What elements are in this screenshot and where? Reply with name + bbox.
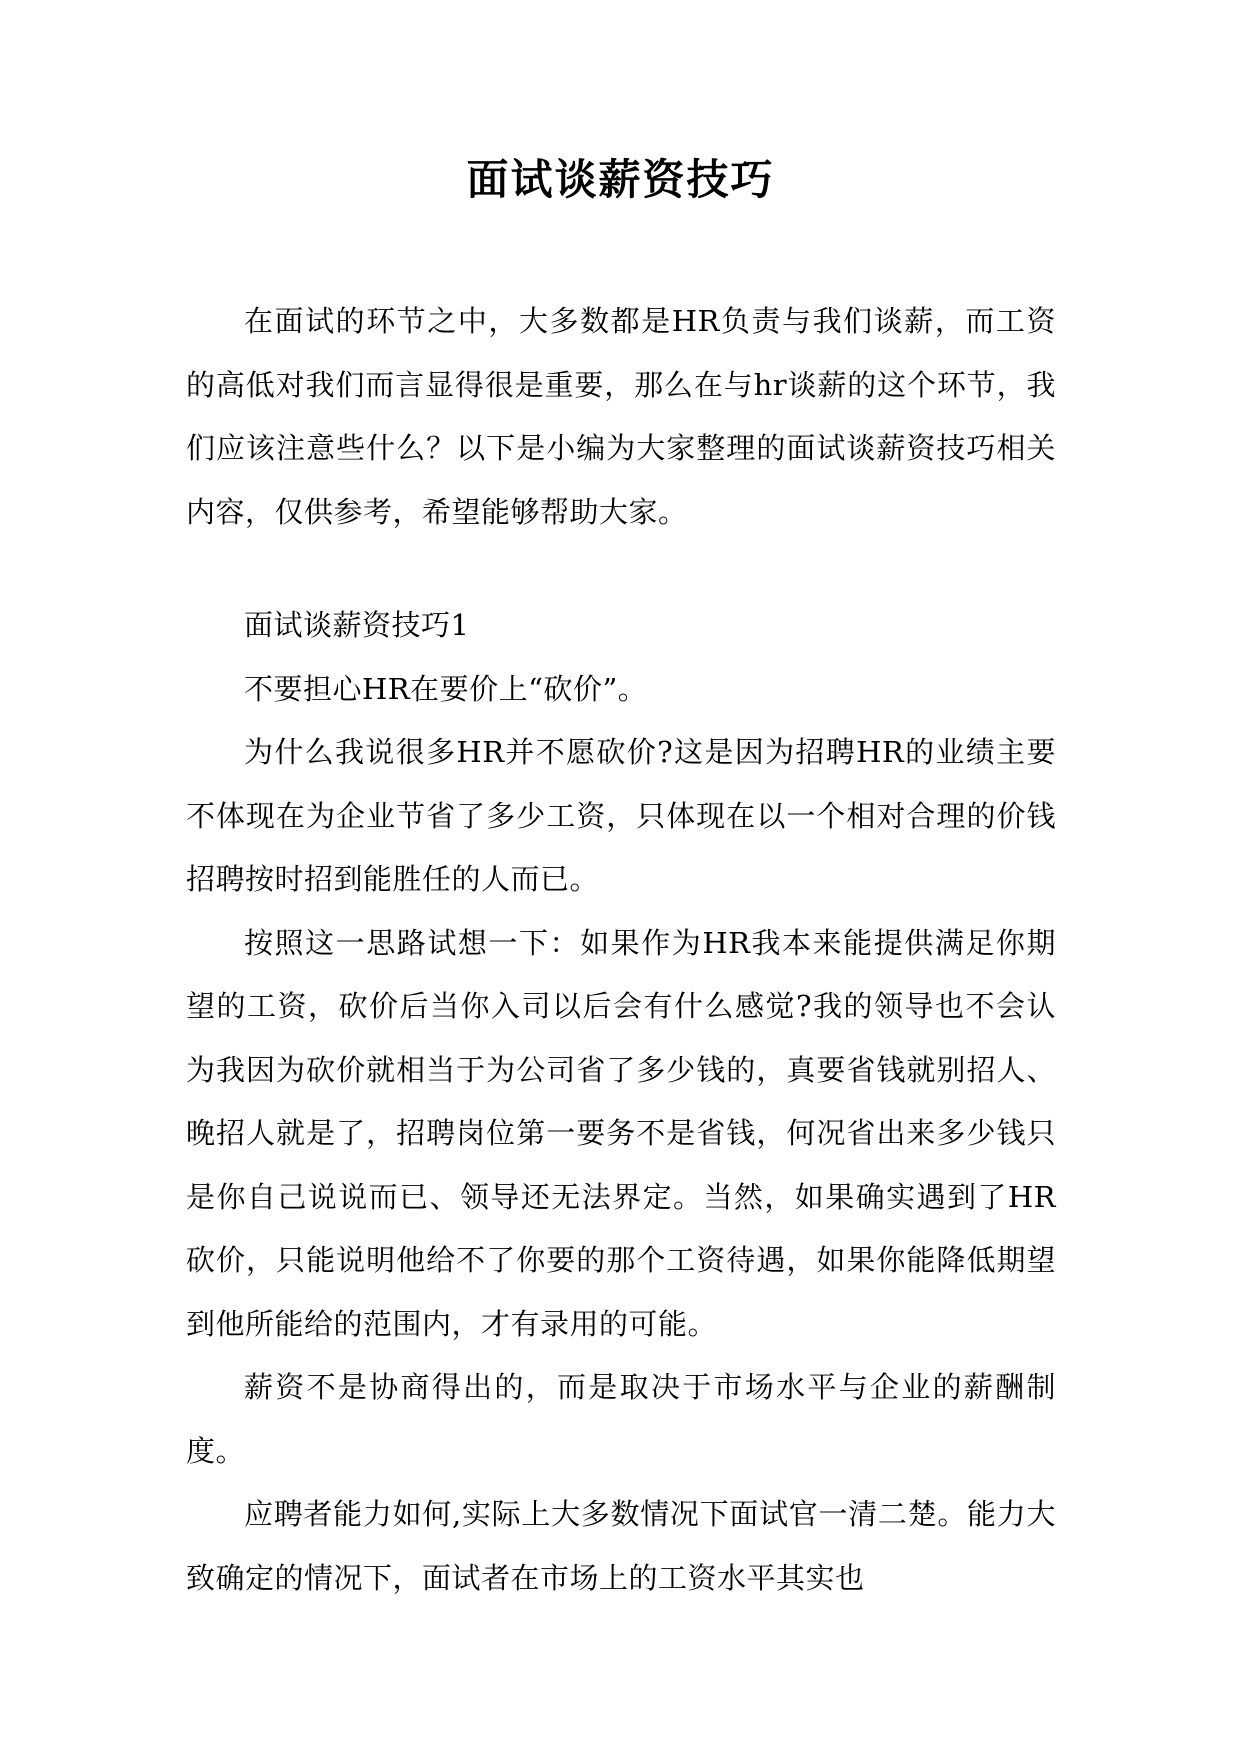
section-heading: 面试谈薪资技巧1 [244,608,470,642]
body-paragraph: 按照这一思路试想一下：如果作为HR我本来能提供满足你期望的工资，砍价后当你入司以后会有什么感觉?我的领导也不会认为我因为砍价就相当于为公司省了多少钱的，真要省钱就别招人、晚招人就是了，招聘岗位第一要务不是省钱，何况省出来多少钱只是你自己说说而已、领导还无法界定。当然，如果确实遇到了HR砍价，只能说明他给不了你要的那个工资待遇，如果你能降低期望到他所能给的范围内，才有录用的可能。 [186,925,1056,1341]
intro-paragraph: 在面试的环节之中，大多数都是HR负责与我们谈薪，而工资的高低对我们而言显得很是重要，那么在与hr谈薪的这个环节，我们应该注意些什么？以下是小编为大家整理的面试谈薪资技巧相关内容，仅供参考，希望能够帮助大家。 [186,304,1056,529]
body-paragraph: 为什么我说很多HR并不愿砍价?这是因为招聘HR的业绩主要不体现在为企业节省了多少工资，只体现在以一个相对合理的价钱招聘按时招到能胜任的人而已。 [186,735,1056,896]
body-paragraph: 不要担心HR在要价上“砍价”。 [244,671,648,706]
body-paragraph: 应聘者能力如何,实际上大多数情况下面试官一清二楚。能力大致确定的情况下，面试者在市场上的工资水平其实也 [186,1497,1056,1595]
paragraph-gap [186,544,1056,594]
body-paragraph: 薪资不是协商得出的，而是取决于市场水平与企业的薪酬制度。 [186,1370,1056,1468]
document-body [186,290,1056,1610]
document-title: 面试谈薪资技巧 [466,155,775,204]
